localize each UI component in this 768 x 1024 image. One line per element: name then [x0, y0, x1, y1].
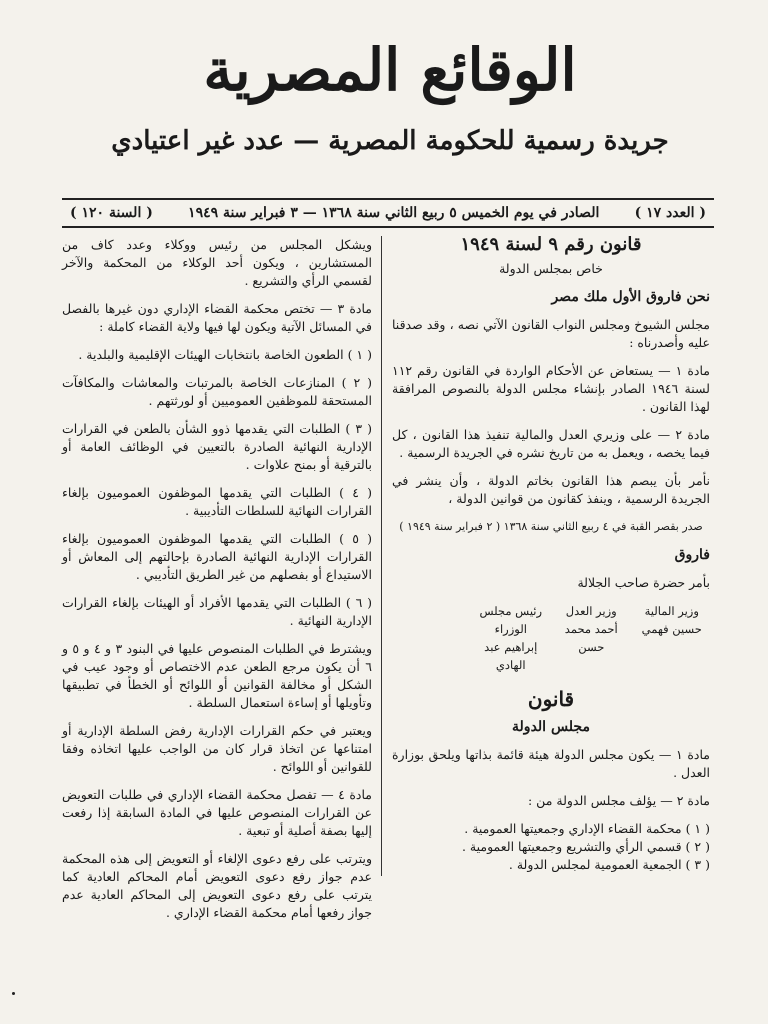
- king-signature: فاروق: [674, 547, 710, 563]
- king-heading: نحن فاروق الأول ملك مصر: [551, 289, 710, 305]
- signature-3: رئيس مجلس الوزراء إبراهيم عبد الهادي: [479, 604, 543, 672]
- list-item: ( ٣ ) الطلبات التي يقدمها ذوو الشأن بالطعن في القرارات الإدارية النهائية الصادرة بالتعيين في الوظائف العامة أو بالترقية أو بمنح علاوات .: [62, 421, 372, 472]
- newspaper-subtitle: جريدة رسمية للحكومة المصرية — عدد غير اعتيادي: [111, 126, 669, 156]
- issue-date: الصادر في يوم الخميس ٥ ربيع الثاني سنة ١٣٦٨ — ٣ فبراير سنة ١٩٤٩: [188, 205, 600, 221]
- article-1: مادة ١ — يستعاض عن الأحكام الواردة في القانون رقم ١١٢ لسنة ١٩٤٦ الصادر بإنشاء مجلس الدولة بالنصوص المرافقة لهذا القانون .: [392, 363, 710, 414]
- signature-4: [392, 602, 469, 674]
- paragraph: ويعتبر في حكم القرارات الإدارية رفض السلطة الإدارية أو امتناعها عن اتخاذ قرار كان من الواجب عليها اتخاذه وفقا للقوانين أو اللوائح .: [62, 723, 372, 774]
- list-item: ( ١ ) الطعون الخاصة بانتخابات الهيئات الإقليمية والبلدية .: [78, 347, 372, 362]
- law-subject: خاص بمجلس الدولة: [499, 261, 603, 276]
- issue-year: ( السنة ١٢٠ ): [70, 205, 153, 221]
- council-article-2: مادة ٢ — يؤلف مجلس الدولة من :: [528, 793, 710, 808]
- signatures: [392, 602, 710, 674]
- signature-2: وزير العدل أحمد محمد حسن: [564, 604, 618, 654]
- issue-bar: [62, 198, 714, 228]
- paragraph: ويشترط في الطلبات المنصوص عليها في البنود ٣ و ٤ و ٥ و ٦ أن يكون مرجع الطعن عدم الاختصاص أو وجود عيب في الشكل أو مخالفة القوانين أو اللوائح أو الخطأ في تطبيقها وتأويلها أو إساءة استعمال السلطة .: [62, 641, 373, 710]
- article-2: مادة ٢ — على وزيري العدل والمالية تنفيذ هذا القانون ، كل فيما يخصه ، ويعمل به من تاريخ نشره في الجريدة الرسمية .: [392, 427, 710, 460]
- order-text: نأمر بأن يبصم هذا القانون بخاتم الدولة ، وأن ينشر في الجريدة الرسمية ، وينفذ كقانون من قوانين الدولة ،: [392, 473, 710, 506]
- newspaper-title: الوقائع المصرية: [203, 36, 577, 104]
- paragraph: ويترتب على رفع دعوى الإلغاء أو التعويض إلى هذه المحكمة عدم جواز رفع دعوى التعويض أمام المحاكم العادية كما يترتب على رفع دعوى التعويض إلى المحاكم العادية عدم جواز رفعها أمام محكمة القضاء الإداري .: [62, 851, 372, 920]
- list-item: ( ٤ ) الطلبات التي يقدمها الموظفون العموميون بإلغاء القرارات النهائية للسلطات التأديبية .: [62, 485, 372, 518]
- council-item: ( ٢ ) قسمي الرأي والتشريع وجمعيتها العمومية .: [461, 839, 710, 854]
- issue-number: ( العدد ١٧ ): [634, 205, 706, 221]
- signature-1: وزير المالية حسين فهمي: [641, 604, 702, 636]
- paragraph: ويشكل المجلس من رئيس ووكلاء وعدد كاف من المستشارين ، ويكون أحد الوكلاء من المحكمة والآخر لقسمي الرأي والتشريع .: [62, 237, 372, 288]
- column-divider: [381, 236, 382, 876]
- masthead: [60, 38, 720, 156]
- council-heading: مجلس الدولة: [512, 719, 590, 735]
- law-heading: قانون: [527, 687, 575, 711]
- list-item: ( ٢ ) المنازعات الخاصة بالمرتبات والمعاشات والمكافآت المستحقة للموظفين العموميين أو لورثتهم .: [62, 375, 372, 408]
- right-column: [392, 236, 710, 874]
- list-item: ( ٥ ) الطلبات التي يقدمها الموظفون العموميون بإلغاء القرارات الإدارية النهائية الصادرة بإحالتهم إلى المعاش أو الاستيداع أو بفصلهم من غير الطريق التأديبي .: [62, 531, 372, 582]
- by-order: بأمر حضرة صاحب الجلالة: [577, 575, 710, 590]
- page-mark: [12, 992, 15, 995]
- council-item: ( ١ ) محكمة القضاء الإداري وجمعيتها العمومية .: [464, 821, 710, 836]
- law-title: قانون رقم ٩ لسنة ١٩٤٩: [460, 234, 642, 255]
- preamble: مجلس الشيوخ ومجلس النواب القانون الآتي نصه ، وقد صدقنا عليه وأصدرناه :: [392, 317, 710, 350]
- article-4: مادة ٤ — تفصل محكمة القضاء الإداري في طلبات التعويض عن القرارات المنصوص عليها في المادة السابقة إذا رفعت إليها بصفة أصلية أو تبعية .: [62, 787, 373, 838]
- issued-date: صدر بقصر القبة في ٤ ربيع الثاني سنة ١٣٦٨ ( ٢ فبراير سنة ١٩٤٩ ): [399, 520, 703, 533]
- list-item: ( ٦ ) الطلبات التي يقدمها الأفراد أو الهيئات بإلغاء القرارات الإدارية النهائية .: [62, 595, 372, 628]
- council-article-1: مادة ١ — يكون مجلس الدولة هيئة قائمة بذاتها ويلحق بوزارة العدل .: [392, 747, 710, 780]
- left-column: [62, 236, 372, 932]
- article-3: مادة ٣ — تختص محكمة القضاء الإداري دون غيرها بالفصل في المسائل الآتية ويكون لها فيها ولاية القضاء كاملة :: [62, 301, 372, 334]
- council-item: ( ٣ ) الجمعية العمومية لمجلس الدولة .: [508, 857, 710, 872]
